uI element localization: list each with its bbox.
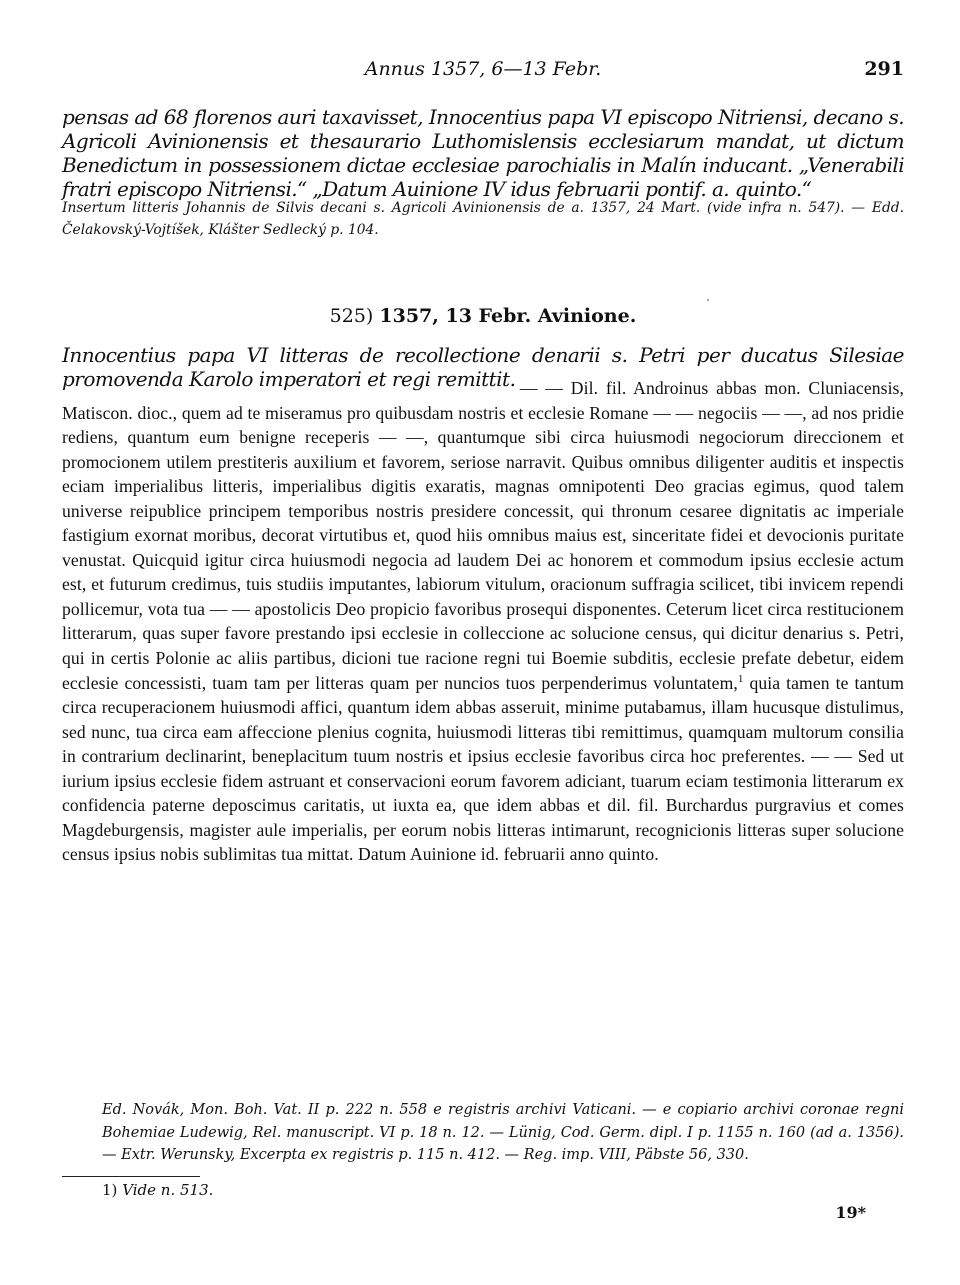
page-header bbox=[62, 58, 904, 88]
entry-regest: Innocentius papa VI litteras de recollectione denarii s. Petri per ducatus Silesiae promovenda Karolo imperatori et regi remittit. bbox=[62, 343, 904, 391]
footnote-mark: 1) bbox=[102, 1181, 118, 1199]
footnote-reference: 1 bbox=[737, 672, 744, 685]
entry-body-part-1: — — Dil. fil. Androinus abbas mon. Cluniacensis, Matiscon. dioc., quem ad te miseramus pro quibusdam nostris et ecclesie Romane — — negociis — —, ad nos pridie rediens, quantum eum benigne receperis — —, quantumque sibi circa huiusmodi negociorum direccionem et promocionem utilem prestiteris auxilium et favorem, seriose narravit. Quibus omnibus diligenter auditis et inspectis eciam imperialibus litteris, imperialibus digitis exaratis, magnas omnipotenti Deo gracias egimus, quod talem universe reipublice principem temporibus nostris presidere concessit, qui thronum cesaree dignitatis ac imperiale fastigium exornat moribus, decorat virtutibus et, quod hiis omnibus maius est, sinceritate fidei et devocionis puritate venustat. Quicquid igitur circa huiusmodi negocia ad laudem Dei ac honorem et commodum ipsius ecclesie actum est, et futurum credimus, tuis studiis imputantes, labiorum vitulum, oracionum suffragia scilicet, tibi invicem rependi pollicemur, vota tua — — apostolicis Deo propicio favoribus prosequi disponentes. Ceterum licet circa restitucionem litterarum, quas super favore prestando ipsi ecclesie in colleccione ac solucione census, qui dicitur denarius s. Petri, qui in certis Polonie ac aliis partibus, dicioni tue racione regni tui Boemie subditis, ecclesie prefate debetur, eidem ecclesie concessisti, tuam tam per litteras quam per nuncios tuos perpenderimus voluntatem, bbox=[62, 378, 905, 693]
previous-entry-text: pensas ad 68 florenos auri taxavisset, Innocentius papa VI episcopo Nitriensi, decano s. Agricoli Avinionensis et thesaurario Luthomislensis ecclesiarum mandat, ut dictum Benedictum in possessionem dictae ecclesiae parochialis in Malín inducant. „Venerabili fratri episcopo Nitriensi.“ „Datum Auinione IV idus februarii pontif. a. quinto.“ bbox=[62, 105, 904, 201]
print-speck bbox=[707, 299, 709, 301]
document-page bbox=[62, 0, 904, 1285]
running-head: Annus 1357, 6—13 Febr. bbox=[364, 58, 602, 80]
footnote-rule bbox=[62, 1176, 200, 1177]
entry-heading bbox=[62, 305, 904, 327]
footnote bbox=[102, 1180, 502, 1200]
entry-body-part-2: quia tamen te tantum circa recuperacionem huiusmodi affici, quantum idem abbas asseruit, minime putabamus, illam hucusque distulimus, sed nunc, tua circa eam affeccione plenius cognita, huiusmodi litteras tibi remittimus, quamquam multorum consilia in contrarium declinarint, beneplacitum tuum nostris et ipsius ecclesie favoribus circa hoc preferentes. — — Sed ut iurium ipsius ecclesie fidem astruant et conservacioni eorum favorem adiciant, tuarum eciam testimonia litterarum ex confidencia paterne deposcimus caritatis, ut iuxta ea, que idem abbas et dil. fil. Burchardus purgravius et comes Magdeburgensis, magister aule imperialis, per eorum nobis litteras intimarunt, recognicionis litteras super solucione census ipsius nobis sublimitas tua mittat. Datum Auinione id. februarii anno quinto. bbox=[62, 672, 904, 865]
entry-body bbox=[62, 376, 904, 867]
entry-date-place: 1357, 13 Febr. Avinione. bbox=[379, 305, 637, 327]
entry-number: 525) bbox=[329, 305, 374, 327]
signature-mark: 19* bbox=[835, 1203, 866, 1222]
previous-entry-note: Insertum litteris Johannis de Silvis decani s. Agricoli Avinionensis de a. 1357, 24 Mart. (vide infra n. 547). — Edd. Čelakovský-Vojtíšek, Klášter Sedlecký p. 104. bbox=[62, 200, 904, 238]
page-number: 291 bbox=[864, 58, 904, 80]
footnote-text: Vide n. 513. bbox=[122, 1181, 214, 1199]
edition-note: Ed. Novák, Mon. Boh. Vat. II p. 222 n. 558 e registris archivi Vaticani. — e copiario archivi coronae regni Bohemiae Ludewig, Rel. manuscript. VI p. 18 n. 12. — Lünig, Cod. Germ. dipl. I p. 1155 n. 160 (ad a. 1356). — Extr. Werunsky, Excerpta ex registris p. 115 n. 412. — Reg. imp. VIII, Päbste 56, 330. bbox=[102, 1102, 904, 1163]
